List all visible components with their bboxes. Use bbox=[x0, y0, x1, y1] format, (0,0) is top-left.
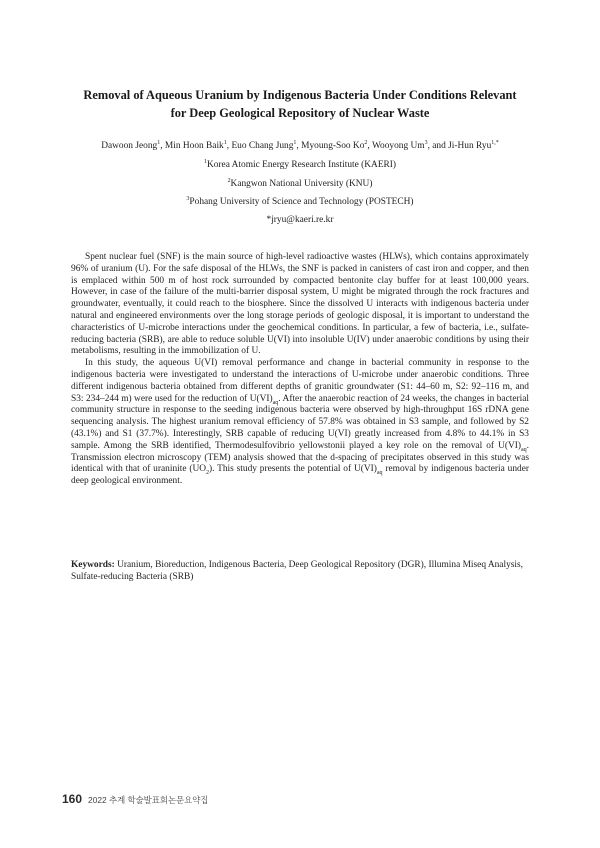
paper-title bbox=[60, 86, 540, 122]
subscript: 2 bbox=[206, 470, 209, 477]
affiliation-mark: 1 bbox=[203, 158, 207, 165]
author-affiliation-mark: 1 bbox=[293, 139, 297, 146]
abstract-paragraph-1: Spent nuclear fuel (SNF) is the main source of high-level radioactive wastes (HLWs), which contains approximately 96% of uranium (U). For the safe disposal of the HLWs, the SNF is packed in canisters of cast iron and copper, and then is emplaced within 500 m of host rock surrounded by compacted bentonite clay buffer for at least 100,000 years. However, in case of the failure of the multi-barrier disposal system, U might be migrated through the rock fractures and groundwater, eventually, it could reach to the biosphere. Since the dissolved U interacts with indigenous bacteria under natural and engineered environments over the long storage periods of geologic disposal, it is important to understand the characteristics of U-microbe interactions under the geochemical conditions. In particular, a few of bacteria, i.e., sulfate-reducing bacteria (SRB), are able to reduce soluble U(VI) into insoluble U(IV) under anaerobic conditions by using their metabolisms, resulting in the immobilization of U. bbox=[71, 252, 529, 357]
email-text: *jryu@kaeri.re.kr bbox=[266, 215, 334, 225]
affiliation-mark: 2 bbox=[227, 177, 231, 184]
author-affiliation-mark: 1,* bbox=[491, 139, 499, 146]
author-name: Dawoon Jeong bbox=[101, 141, 158, 151]
keywords-label: Keywords: bbox=[71, 560, 115, 570]
affiliation-1 bbox=[60, 159, 540, 171]
author-separator: , bbox=[296, 141, 302, 151]
author-affiliation-mark: 3 bbox=[424, 139, 428, 146]
author-name: Ji-Hun Ryu bbox=[448, 141, 492, 151]
affiliation-text: Korea Atomic Energy Research Institute (KAERI) bbox=[206, 160, 397, 170]
author-affiliation-mark: 2 bbox=[364, 139, 368, 146]
affiliation-3 bbox=[60, 196, 540, 208]
paragraph-text: ). This study presents the potential of U(VI) bbox=[209, 464, 377, 475]
author-separator: , bbox=[226, 141, 232, 151]
author-separator: , bbox=[367, 141, 372, 151]
paragraph-text: . Transmission electron microscopy (TEM) analysis showed that the d-spacing of precipitates observed in this study was identical with that of uraninite (UO bbox=[71, 440, 529, 475]
affiliation-mark: 3 bbox=[186, 195, 190, 202]
keywords-text: Uranium, Bioreduction, Indigenous Bacteria, Deep Geological Repository (DGR), Illumina Miseq Analysis, Sulfate-reducing Bacteria (SRB) bbox=[71, 560, 524, 582]
paragraph-text: . After the anaerobic reaction of 24 weeks, the changes in bacterial community structure in response to the seeding indigenous bacteria were observed by high-throughput 16S rDNA gene sequencing analysis. The highest uranium removal efficiency of 57.8% was obtained in S3 sample, and followed by S2 (43.1%) and S1 (37.7%). Interestingly, SRB capable of reducing U(VI) greatly increased from 4.8% to 44.1% in S3 sample. Among the SRB identified, Thermodesulfovibrio yellowstonii played a key role on the removal of U(VI) bbox=[71, 393, 529, 451]
author-affiliation-mark: 1 bbox=[157, 139, 161, 146]
author-separator: , bbox=[160, 141, 165, 151]
author-list bbox=[40, 140, 560, 152]
affiliation-text: Kangwon National University (KNU) bbox=[230, 179, 373, 189]
author-affiliation-mark: 1 bbox=[223, 139, 227, 146]
subscript: aq bbox=[376, 470, 383, 477]
title-line-2: for Deep Geological Repository of Nuclear Waste bbox=[170, 106, 430, 120]
subscript: aq bbox=[272, 399, 279, 406]
paragraph-text: removal by indigenous bacteria under deep geological environment. bbox=[71, 464, 529, 487]
author-separator: , and bbox=[427, 141, 449, 151]
keywords bbox=[71, 560, 529, 584]
page-number: 160 bbox=[62, 792, 83, 806]
title-line-1: Removal of Aqueous Uranium by Indigenous Bacteria Under Conditions Relevant bbox=[83, 88, 517, 102]
page-footer bbox=[62, 792, 208, 808]
author-name: Euo Chang Jung bbox=[231, 141, 294, 151]
affiliation-2 bbox=[60, 178, 540, 190]
affiliation-text: Pohang University of Science and Technology (POSTECH) bbox=[189, 197, 414, 207]
author-name: Min Hoon Baik bbox=[164, 141, 224, 151]
abstract-body bbox=[71, 252, 529, 488]
author-name: Myoung-Soo Ko bbox=[301, 141, 365, 151]
paragraph-text: In this study, the aqueous U(VI) removal performance and change in bacterial community in response to the indigenous bacteria were investigated to understand the interactions of U-microbe under anaerobic conditions. Three different indigenous bacteria obtained from different depths of granitic groundwater (S1: 44–60 m, S2: 92–116 m, and S3: 234–244 m) were used for the reduction of U(VI) bbox=[71, 358, 529, 404]
journal-name: 2022 추계 학술발표회논문요약집 bbox=[88, 795, 209, 805]
subscript: aq bbox=[520, 446, 527, 453]
author-name: Wooyong Um bbox=[371, 141, 425, 151]
abstract-paragraph-2 bbox=[71, 358, 529, 488]
corresponding-email bbox=[60, 214, 540, 226]
